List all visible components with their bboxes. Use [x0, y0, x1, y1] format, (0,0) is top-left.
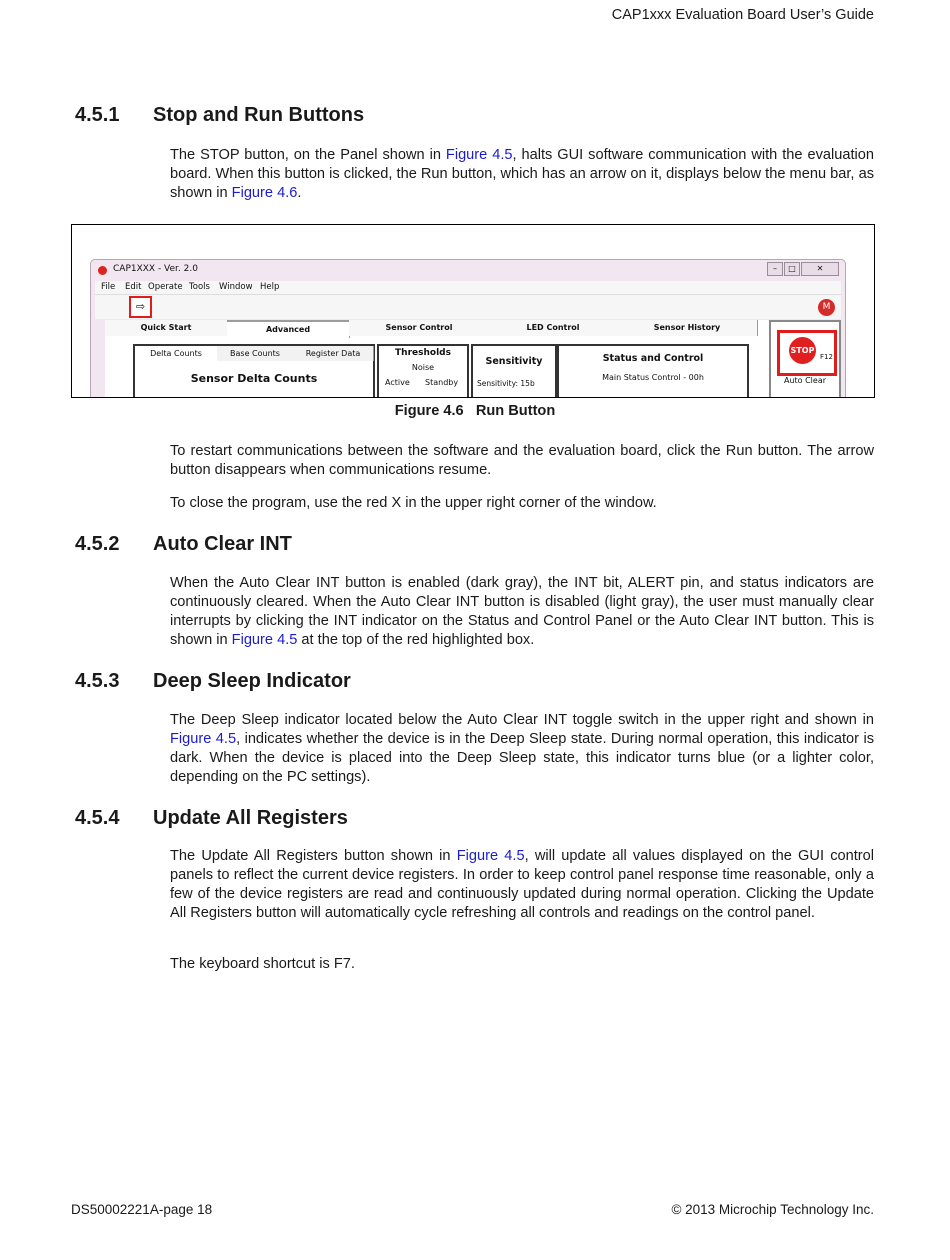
stop-panel	[769, 320, 841, 398]
paragraph: To close the program, use the red X in the upper right corner of the window.	[170, 495, 657, 511]
menu-window[interactable]: Window	[219, 282, 253, 292]
figure-link[interactable]: Figure 4.5	[170, 731, 237, 747]
sensitivity-panel	[471, 344, 557, 398]
menu-edit[interactable]: Edit	[125, 282, 142, 292]
control-panel	[105, 320, 833, 398]
paragraph	[170, 711, 874, 787]
tab-advanced[interactable]: Advanced	[227, 320, 350, 338]
section-title: Stop and Run Buttons	[153, 104, 365, 126]
text-run: , halts GUI software communication with the evaluation board. When this button is clicked, the Run button, which has an arrow on it, displays below the menu bar, as shown in	[170, 147, 875, 201]
maximize-icon[interactable]: □	[784, 262, 800, 276]
tab-sensor-control[interactable]: Sensor Control	[349, 320, 490, 336]
app-logo-icon	[98, 266, 107, 275]
paragraph	[170, 574, 874, 650]
microchip-logo-icon: M	[818, 299, 835, 316]
tab-base-counts[interactable]: Base Counts	[217, 346, 294, 361]
panel-heading: Sensor Delta Counts	[190, 372, 318, 385]
run-button[interactable]: ⇨	[129, 296, 152, 318]
text-run: The Deep Sleep indicator located below the Auto Clear INT toggle switch in the upper right and shown in	[170, 712, 874, 728]
text-run: .	[297, 185, 302, 201]
minimize-icon[interactable]: –	[767, 262, 783, 276]
figure-link[interactable]: Figure 4.6	[231, 185, 298, 201]
main-status-label: Main Status Control - 00h	[602, 373, 704, 382]
toolbar	[95, 294, 841, 319]
text-run: , indicates whether the device is in the Deep Sleep state. During normal operation, this indicator is dark. When the device is placed into the Deep Sleep state, this indicator turns blue (or a lighter color, depending on the PC settings).	[170, 731, 874, 785]
running-header: CAP1xxx Evaluation Board User’s Guide	[611, 7, 874, 23]
section-number: 4.5.1	[75, 104, 120, 126]
menu-bar	[95, 281, 841, 294]
paragraph	[170, 847, 874, 923]
figure-run-button	[71, 224, 875, 398]
footer-doc-id: DS50002221A-page 18	[71, 1202, 213, 1217]
paragraph: To restart communications between the software and the evaluation board, click the Run button. The arrow button disappears when communications resume.	[170, 443, 874, 478]
thresholds-label: Thresholds	[395, 348, 451, 358]
tab-led-control[interactable]: LED Control	[489, 320, 618, 336]
stop-shortcut: F12	[820, 353, 833, 361]
text-run: When the Auto Clear INT button is enabled (dark gray), the INT bit, ALERT pin, and status indicators are continuously cleared. When the Auto Clear INT button is disabled (light gray), the user must manually clear interrupts by clicking the INT indicator on the Status and Control Panel or the Auto Clear INT button. This is shown in	[170, 575, 874, 648]
text-run: , will update all values displayed on the GUI control panels to reflect the current device registers. In order to keep control panel response time reasonable, only a few of the device registers are read and continuously updated during normal operation. Clicking the Update All Registers button will automatically cycle refreshing all controls and readings on the control panel.	[170, 848, 874, 921]
section-title: Update All Registers	[153, 807, 348, 829]
figure-link[interactable]: Figure 4.5	[231, 632, 298, 648]
menu-tools[interactable]: Tools	[189, 282, 210, 292]
menu-help[interactable]: Help	[260, 282, 280, 292]
auto-clear-label[interactable]: Auto Clear	[783, 376, 827, 385]
stop-button[interactable]: STOP	[789, 337, 816, 364]
tab-register-data[interactable]: Register Data	[293, 346, 374, 361]
section-number: 4.5.4	[75, 807, 120, 829]
section-title: Auto Clear INT	[153, 533, 292, 555]
paragraph	[170, 146, 874, 203]
paragraph: The keyboard shortcut is F7.	[170, 956, 355, 972]
status-control-panel	[557, 344, 749, 398]
noise-label: Noise	[411, 363, 435, 372]
stop-highlight	[777, 330, 837, 376]
standby-label: Standby	[425, 378, 459, 387]
tab-delta-counts[interactable]: Delta Counts	[135, 346, 218, 361]
sensitivity-value[interactable]: Sensitivity: 15b	[477, 379, 535, 388]
window-title: CAP1XXX - Ver. 2.0	[113, 264, 198, 274]
active-label: Active	[385, 378, 410, 387]
app-window-screenshot	[90, 259, 846, 398]
menu-operate[interactable]: Operate	[148, 282, 183, 292]
section-number: 4.5.3	[75, 670, 120, 692]
text-run: The Update All Registers button shown in	[170, 848, 457, 864]
tab-sensor-history[interactable]: Sensor History	[617, 320, 758, 336]
figure-link[interactable]: Figure 4.5	[456, 848, 525, 864]
sensitivity-label: Sensitivity	[485, 356, 543, 367]
close-icon[interactable]: ✕	[801, 262, 839, 276]
thresholds-panel	[377, 344, 469, 398]
section-title: Deep Sleep Indicator	[153, 670, 351, 692]
footer-copyright: © 2013 Microchip Technology Inc.	[671, 1202, 874, 1217]
figure-link[interactable]: Figure 4.5	[445, 147, 513, 163]
text-run: at the top of the red highlighted box.	[297, 632, 535, 648]
section-number: 4.5.2	[75, 533, 120, 555]
menu-file[interactable]: File	[101, 282, 116, 292]
tab-quick-start[interactable]: Quick Start	[105, 320, 228, 336]
delta-counts-panel	[133, 344, 375, 398]
status-control-label: Status and Control	[602, 353, 704, 364]
text-run: The STOP button, on the Panel shown in	[170, 147, 446, 163]
figure-caption: Figure 4.6 Run Button	[394, 403, 556, 419]
